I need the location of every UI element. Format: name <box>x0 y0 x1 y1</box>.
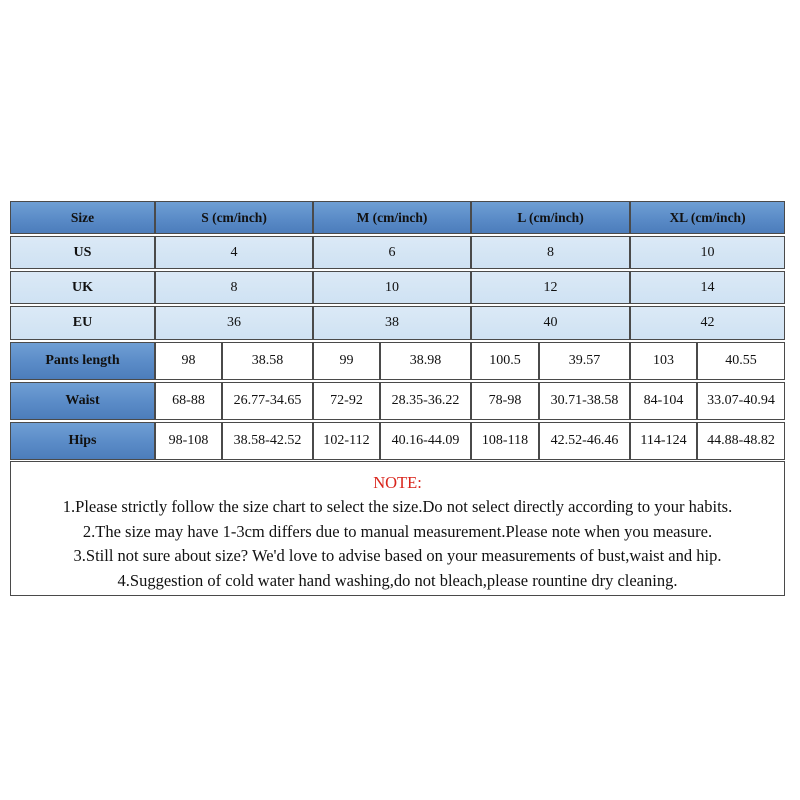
us-xl: 10 <box>630 236 785 269</box>
waist-xl-cm: 84-104 <box>630 382 697 420</box>
waist-s-inch: 26.77-34.65 <box>222 382 313 420</box>
row-label-us: US <box>10 236 155 269</box>
pants-length-l-inch: 39.57 <box>539 342 630 380</box>
hips-s-inch: 38.58-42.52 <box>222 422 313 460</box>
eu-xl: 42 <box>630 306 785 340</box>
waist-s-cm: 68-88 <box>155 382 222 420</box>
waist-l-cm: 78-98 <box>471 382 539 420</box>
notes-title: NOTE: <box>373 473 422 492</box>
waist-m-cm: 72-92 <box>313 382 380 420</box>
note-line-4: 4.Suggestion of cold water hand washing,do not bleach,please rountine dry cleaning. <box>117 570 678 590</box>
header-col-m: M (cm/inch) <box>313 201 471 234</box>
header-col-xl: XL (cm/inch) <box>630 201 785 234</box>
pants-length-m-cm: 99 <box>313 342 380 380</box>
row-label-waist: Waist <box>10 382 155 420</box>
header-col-l: L (cm/inch) <box>471 201 630 234</box>
waist-l-inch: 30.71-38.58 <box>539 382 630 420</box>
row-label-hips: Hips <box>10 422 155 460</box>
pants-length-xl-inch: 40.55 <box>697 342 785 380</box>
hips-m-cm: 102-112 <box>313 422 380 460</box>
pants-length-m-inch: 38.98 <box>380 342 471 380</box>
hips-xl-inch: 44.88-48.82 <box>697 422 785 460</box>
uk-s: 8 <box>155 271 313 304</box>
hips-s-cm: 98-108 <box>155 422 222 460</box>
row-label-pants-length: Pants length <box>10 342 155 380</box>
pants-length-s-inch: 38.58 <box>222 342 313 380</box>
note-line-3: 3.Still not sure about size? We'd love to advise based on your measurements of bust,waist and hip. <box>73 546 722 565</box>
us-s: 4 <box>155 236 313 269</box>
hips-l-inch: 42.52-46.46 <box>539 422 630 460</box>
notes-box <box>10 461 785 596</box>
pants-length-xl-cm: 103 <box>630 342 697 380</box>
uk-xl: 14 <box>630 271 785 304</box>
uk-m: 10 <box>313 271 471 304</box>
pants-length-l-cm: 100.5 <box>471 342 539 380</box>
row-label-eu: EU <box>10 306 155 340</box>
eu-l: 40 <box>471 306 630 340</box>
waist-m-inch: 28.35-36.22 <box>380 382 471 420</box>
size-chart <box>10 201 785 596</box>
eu-s: 36 <box>155 306 313 340</box>
eu-m: 38 <box>313 306 471 340</box>
waist-xl-inch: 33.07-40.94 <box>697 382 785 420</box>
header-col-s: S (cm/inch) <box>155 201 313 234</box>
hips-m-inch: 40.16-44.09 <box>380 422 471 460</box>
uk-l: 12 <box>471 271 630 304</box>
pants-length-s-cm: 98 <box>155 342 222 380</box>
note-line-2: 2.The size may have 1-3cm differs due to manual measurement.Please note when you measure. <box>82 521 713 541</box>
us-m: 6 <box>313 236 471 269</box>
header-size-label: Size <box>10 201 155 234</box>
us-l: 8 <box>471 236 630 269</box>
hips-l-cm: 108-118 <box>471 422 539 460</box>
row-label-uk: UK <box>10 271 155 304</box>
note-line-1: 1.Please strictly follow the size chart to select the size.Do not select directly according to your habits. <box>62 497 733 516</box>
hips-xl-cm: 114-124 <box>630 422 697 460</box>
